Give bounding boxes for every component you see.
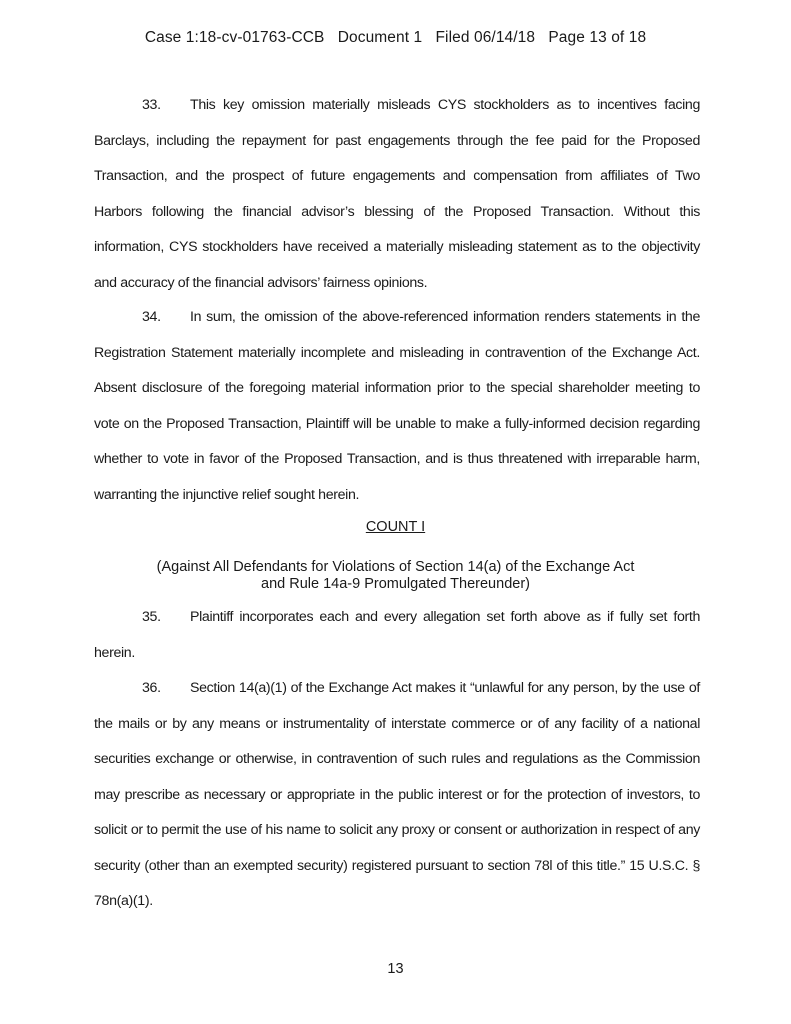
count-subheading	[0, 559, 791, 593]
count-heading: COUNT I	[365, 519, 426, 535]
paragraph-35	[94, 600, 700, 671]
case-header: Case 1:18-cv-01763-CCB Document 1 Filed 06/14/18 Page 13 of 18	[144, 29, 647, 46]
page-number: 13	[387, 961, 404, 977]
paragraph-34	[94, 300, 700, 513]
paragraph-36	[94, 671, 700, 920]
count-subheading-line-1: (Against All Defendants for Violations of Section 14(a) of the Exchange Act	[156, 559, 635, 575]
paragraph-33	[94, 88, 700, 301]
paragraph-number: 35.	[142, 609, 161, 625]
count-subheading-line-2: and Rule 14a-9 Promulgated Thereunder)	[261, 576, 530, 592]
paragraph-text: In sum, the omission of the above-referenced information renders statements in the Registration Statement materially incomplete and misleading in contravention of the Exchange Act. Absent disclosure of the foregoing material information prior to the special shareholder meeting to vote on the Proposed Transaction, Plaintiff will be unable to make a fully-informed decision regarding whether to vote in favor of the Proposed Transaction, and is thus threatened with irreparable harm, warranting the injunctive relief sought herein.	[94, 309, 700, 503]
paragraph-text: This key omission materially misleads CYS stockholders as to incentives facing Barclays, including the repayment for past engagements through the fee paid for the Proposed Transaction, and the prospect of future engagements and compensation from affiliates of Two Harbors following the financial advisor’s blessing of the Proposed Transaction. Without this information, CYS stockholders have received a materially misleading statement as to the objectivity and accuracy of the financial advisors’ fairness opinions.	[94, 97, 700, 291]
paragraph-number: 36.	[142, 680, 161, 696]
paragraph-number: 34.	[142, 309, 161, 325]
paragraph-text: Plaintiff incorporates each and every allegation set forth above as if fully set forth herein.	[94, 609, 700, 661]
paragraph-number: 33.	[142, 97, 161, 113]
paragraph-text: Section 14(a)(1) of the Exchange Act makes it “unlawful for any person, by the use of the mails or by any means or instrumentality of interstate commerce or of any facility of a national securities exchange or otherwise, in contravention of such rules and regulations as the Commission may prescribe as necessary or appropriate in the public interest or for the protection of investors, to solicit or to permit the use of his name to solicit any proxy or consent or authorization in respect of any security (other than an exempted security) registered pursuant to section 78l of this title.” 15 U.S.C. § 78n(a)(1).	[94, 680, 700, 909]
